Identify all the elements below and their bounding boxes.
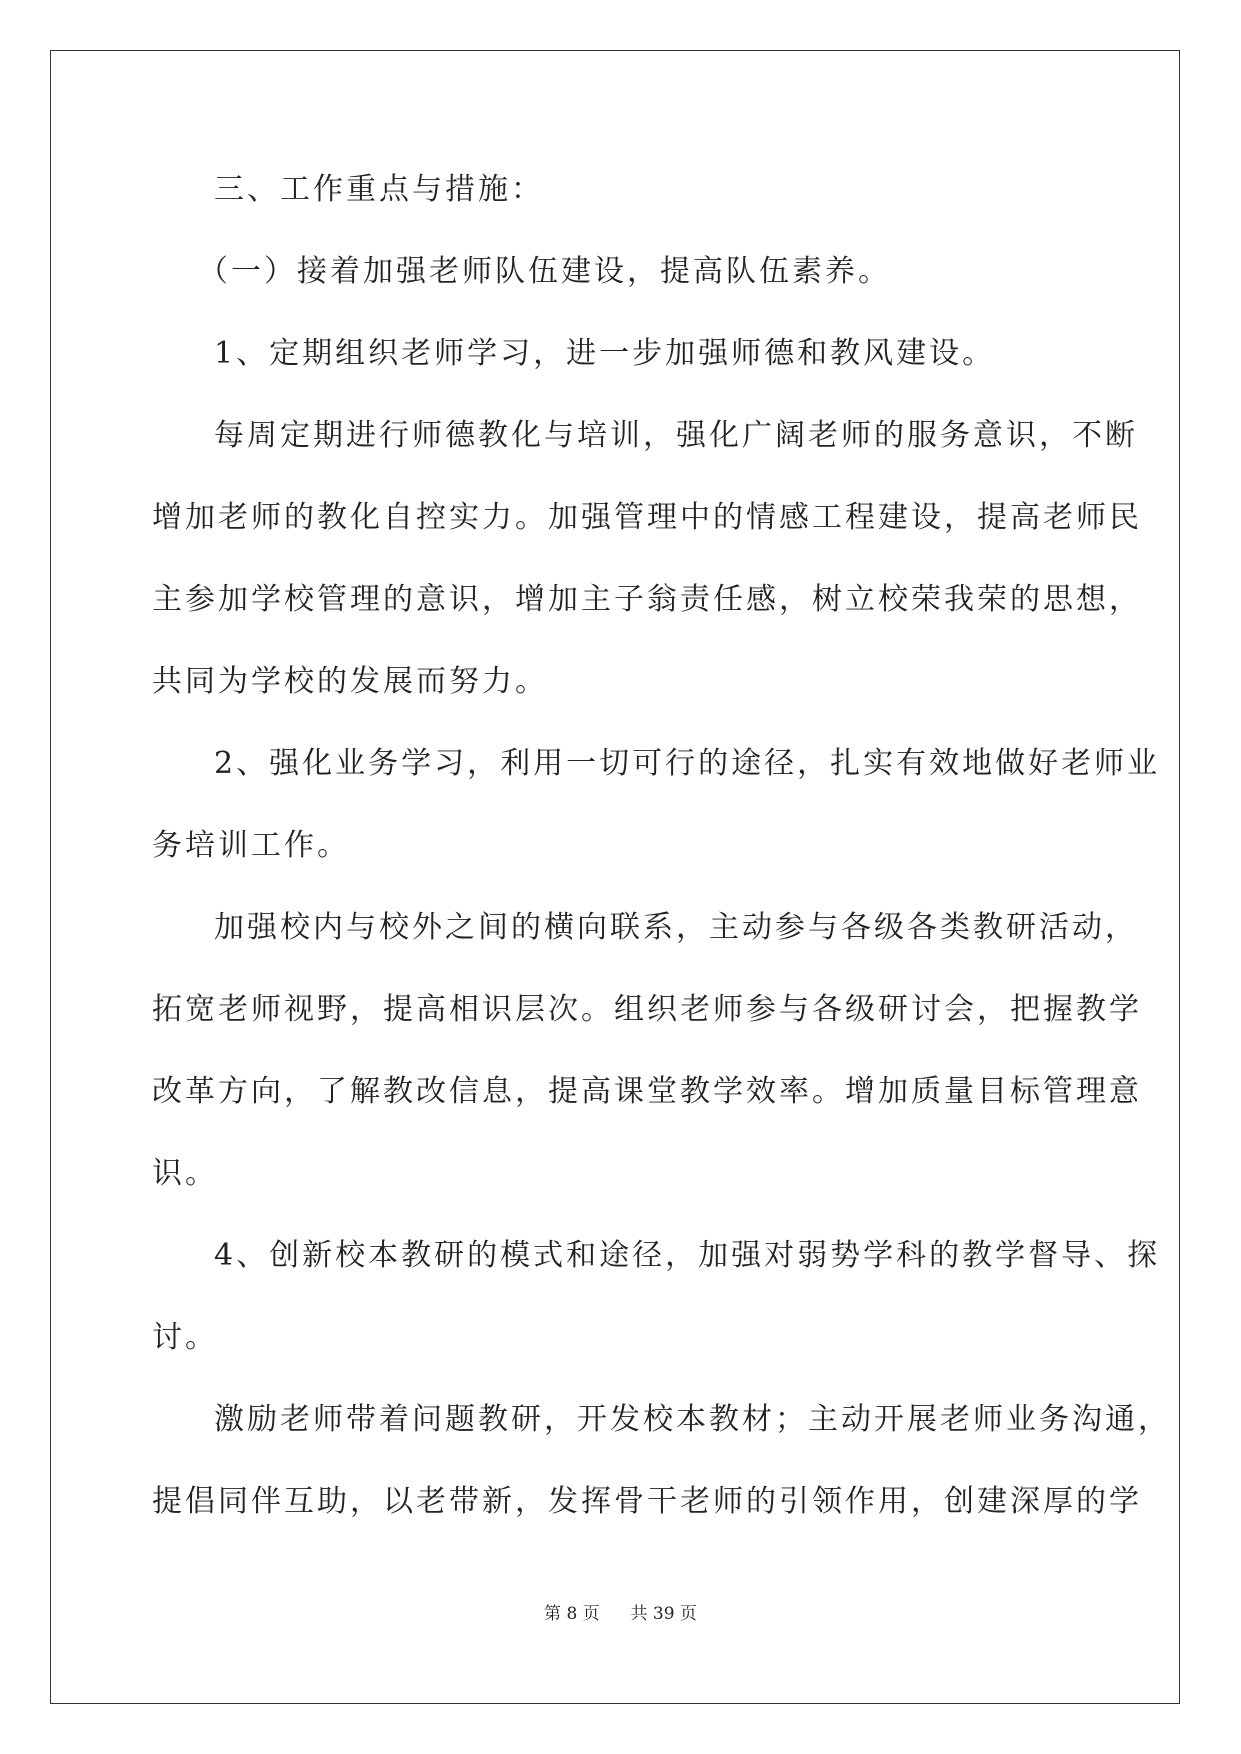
paragraph-line: 激励老师带着问题教研，开发校本教材；主动开展老师业务沟通， bbox=[214, 1402, 1171, 1437]
page-total: 共 39 页 bbox=[630, 1604, 697, 1624]
paragraph-line: 主参加学校管理的意识，增加主子翁责任感，树立校荣我荣的思想， bbox=[152, 582, 1142, 617]
paragraph-line: 增加老师的教化自控实力。加强管理中的情感工程建设，提高老师民 bbox=[152, 500, 1142, 535]
page-number: 第 8 页 bbox=[544, 1604, 600, 1624]
subsection-heading: （一）接着加强老师队伍建设，提高队伍素养。 bbox=[198, 254, 891, 289]
paragraph-line: 拓宽老师视野，提高相识层次。组织老师参与各级研讨会，把握教学 bbox=[152, 992, 1142, 1027]
page-footer bbox=[0, 1603, 1241, 1625]
paragraph-line: 讨。 bbox=[152, 1320, 218, 1355]
section-heading: 三、工作重点与措施： bbox=[214, 172, 544, 207]
paragraph-line: 每周定期进行师德教化与培训，强化广阔老师的服务意识，不断 bbox=[214, 418, 1138, 453]
paragraph-line: 加强校内与校外之间的横向联系，主动参与各级各类教研活动， bbox=[214, 910, 1138, 945]
paragraph-line: 4、创新校本教研的模式和途径，加强对弱势学科的教学督导、探 bbox=[214, 1238, 1161, 1273]
paragraph-line: 共同为学校的发展而努力。 bbox=[152, 664, 548, 699]
paragraph-line: 改革方向，了解教改信息，提高课堂教学效率。增加质量目标管理意 bbox=[152, 1074, 1142, 1109]
paragraph-line: 务培训工作。 bbox=[152, 828, 350, 863]
document-body bbox=[152, 160, 1171, 1554]
paragraph-line: 识。 bbox=[152, 1156, 218, 1191]
paragraph-line: 2、强化业务学习，利用一切可行的途径，扎实有效地做好老师业 bbox=[214, 746, 1161, 781]
paragraph-line: 1、定期组织老师学习，进一步加强师德和教风建设。 bbox=[214, 336, 996, 371]
paragraph-line: 提倡同伴互助，以老带新，发挥骨干老师的引领作用，创建深厚的学 bbox=[152, 1484, 1142, 1519]
